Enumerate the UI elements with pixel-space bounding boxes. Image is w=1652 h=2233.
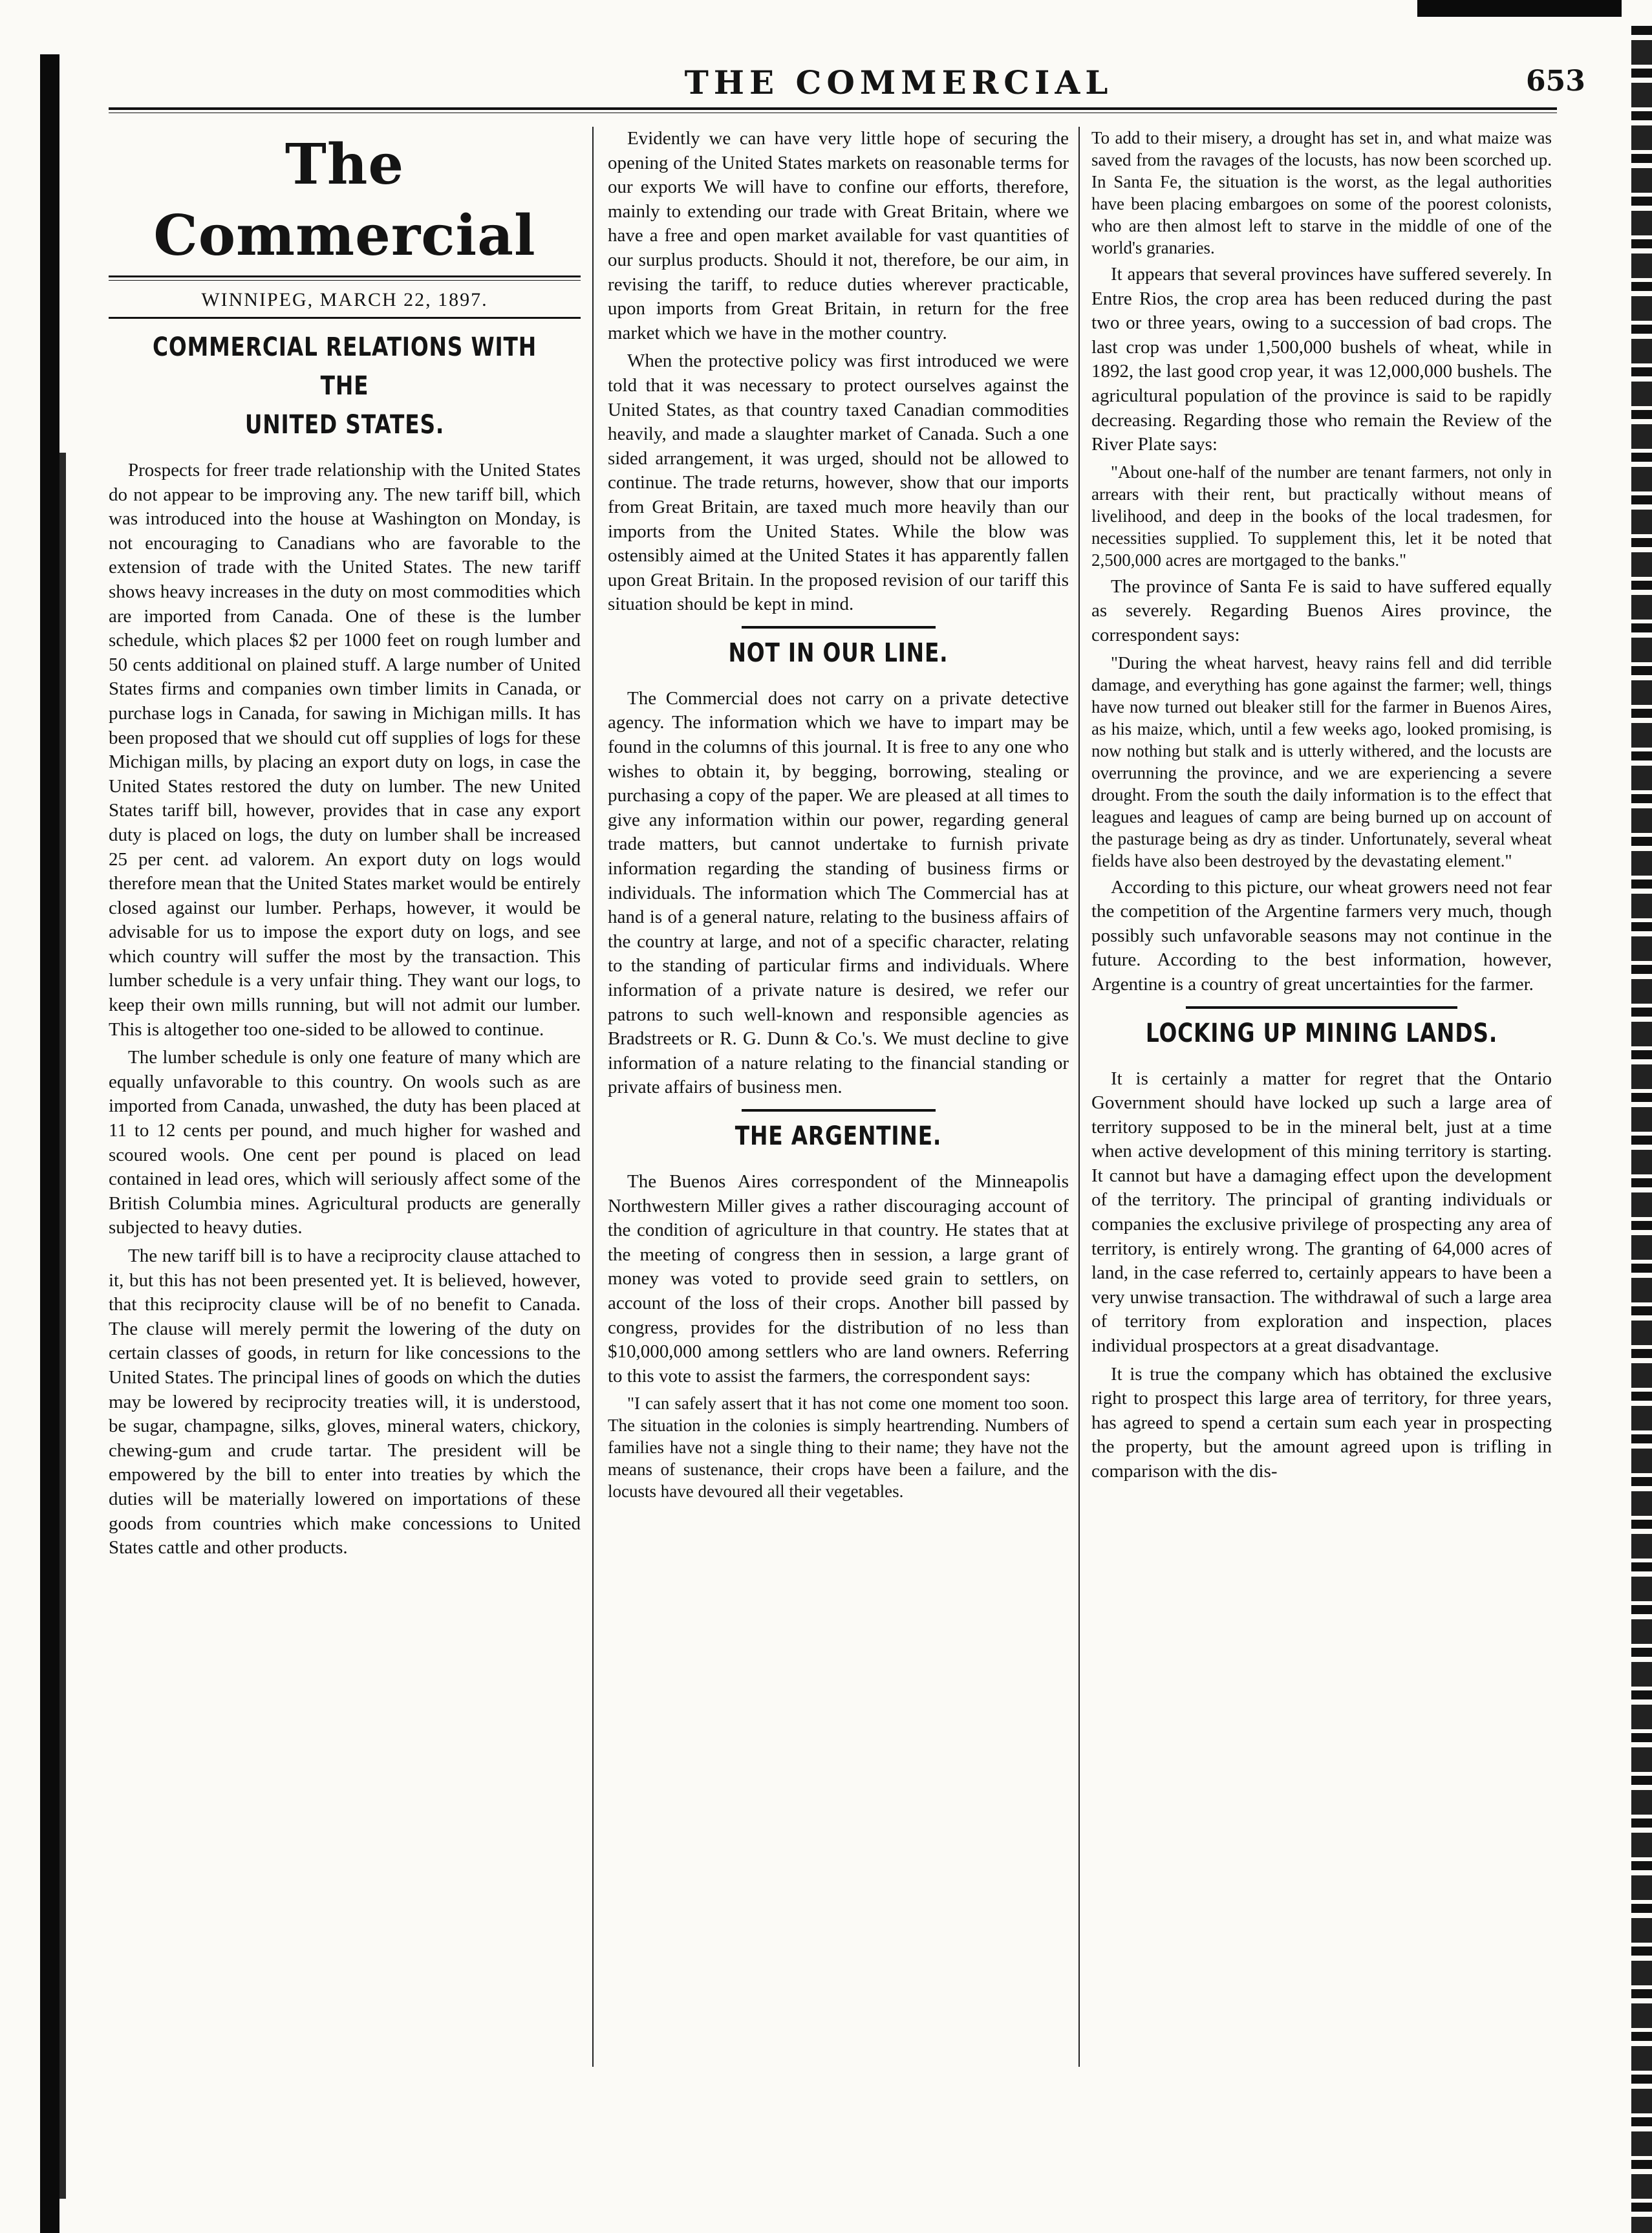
article-paragraph: Prospects for freer trade relationship with the United States do not appear to be improving any. The new tariff bill, which was introduced into the house at Washington on Monday, is not encouraging to Canadians who are favorable to the extension of trade with the United States. The new tariff shows heavy increases in the duty on most commodities which are imported from Canada. One of these is the lumber schedule, which places $2 per 1000 feet on rough lumber and 50 cents additional on plained stuff. A large number of United States firms and companies own timber limits in Canada, or purchase logs in Canada, for sawing in Michigan mills. It has been proposed that we should cut off supplies of logs for these Michigan mills, by placing an export duty on logs, in case the United States restored the duty on lumber. The new United States tariff bill, however, provides that in case any export duty is placed on logs, the duty on lumber shall be increased 25 per cent. ad valorem. An export duty on logs would therefore mean that the United States market would be entirely closed against our lumber. Perhaps, however, it would be advisable for us to impose the export duty on logs, and see which country will suffer the most by the transaction. This lumber schedule is a very unfair thing. They want our logs, to keep their own mills running, but will not admit our lumber. This is altogether too one-sided to be allowed to continue. [109, 460, 581, 1040]
column-divider [1078, 127, 1080, 2067]
article-paragraph: The lumber schedule is only one feature of many which are equally unfavorable to this country. On wools such as are imported from Canada, unwashed, the duty has been placed at 11 to 12 cents per pound, and much higher for washed and scoured wools. One cent per pound is placed on lead contained in lead ores, which will seriously affect some of the British Columbia mines. Agricultural products are generally subjected to heavy duties. [109, 1047, 581, 1238]
section-rule [1186, 1006, 1457, 1009]
masthead-rule [109, 317, 581, 319]
binding-shadow-inner [59, 453, 66, 2199]
page-number: 653 [1526, 65, 1585, 98]
headline-line: COMMERCIAL RELATIONS WITH THE [153, 332, 537, 401]
quoted-passage: "I can safely assert that it has not come one moment too soon. The situation in the colonies is simply heartrending. Numbers of families have not a single thing to their name; they have not the means of sustenance, their crops have been a failure, and the locusts have devoured all their vegetables. [608, 1394, 1069, 1502]
quoted-passage: To add to their misery, a drought has set in, and what maize was saved from the ravages of the locusts, has now been scorched up. In Santa Fe, the situation is the worst, as the legal authorities have been placing embargoes on some of the poorest colonists, who are then almost left to starve in the middle of one of the world's granaries. [1091, 128, 1552, 257]
article-paragraph: It is true the company which has obtained the exclusive right to prospect this large area of territory, for three years, has agreed to spend a certain sum each year in prospecting the property, but the amount agreed upon is trifling in comparison with the dis- [1091, 1363, 1552, 1482]
column-divider [592, 127, 594, 2067]
article-paragraph: Evidently we can have very little hope of securing the opening of the United States markets on reasonable terms for our exports We will have to confine our efforts, therefore, mainly to extending our trade with Great Britain, where we have a free and open market available for vast quantities of our surplus products. Should it not, therefore, be our aim, in revising the tariff, to reduce duties wherever practicable, upon imports from Great Britain, in return for the free market which we have in the mother country. [608, 128, 1069, 343]
column-2 [608, 127, 1069, 1506]
section-rule [742, 626, 936, 629]
masthead-title: The Commercial [153, 132, 536, 268]
headline-line: UNITED STATES. [244, 410, 445, 440]
column-3 [1091, 127, 1552, 1488]
article-headline: THE ARGENTINE. [735, 1121, 942, 1151]
article-paragraph: It appears that several provinces have suffered severely. In Entre Rios, the crop area has been reduced during the past two or three years, owing to a succession of bad crops. The last crop was under 1,500,000 bushels of wheat, while in 1892, the last good crop year, it was 12,000,000 bushels. The agricultural population of the province is said to be rapidly decreasing. Regarding those who remain the Review of the River Plate says: [1091, 264, 1552, 455]
column-1 [109, 127, 581, 1564]
section-rule [742, 1109, 936, 1112]
article-headline: NOT IN OUR LINE. [728, 638, 949, 668]
header-rule [109, 107, 1557, 113]
binding-shadow [40, 54, 59, 2233]
quoted-passage: "About one-half of the number are tenant farmers, not only in arrears with their rent, but practically without means of livelihood, and deep in the books of the local tradesmen, for necessities supplied. To supplement this, let it be noted that 2,500,000 acres are mortgaged to the banks." [1091, 462, 1552, 570]
masthead-rule [109, 275, 581, 281]
scan-right-edge [1631, 26, 1652, 2233]
article-paragraph: The Commercial does not carry on a private detective agency. The information which we have to impart may be found in the columns of this journal. It is free to any one who wishes to obtain it, by begging, borrowing, stealing or purchasing a copy of the paper. We are pleased at all times to give any information within our power, regarding general trade matters, but cannot undertake to furnish private information regarding the standing of business firms or individuals. The information which The Commercial has at hand is of a general nature, relating to the business affairs of the country at large, and not of a specific character, relating to the standing of particular firms and individuals. Where information of a private nature is desired, we refer our patrons to such well-known and responsible agencies as Bradstreets or R. G. Dunn & Co.'s. We must decline to give information of a nature relating to the financial standing or private affairs of business men. [608, 687, 1069, 1098]
quoted-passage: "During the wheat harvest, heavy rains fell and did terrible damage, and everything has gone against the farmer; well, things have now turned out bleaker still for the farmer in Buenos Aires, as his maize, which, until a few weeks ago, looked promising, is now nothing but stalk and is utterly withered, and the locusts are overrunning the province, and we are experiencing a severe drought. From the south the daily information is to the effect that leagues and leagues of camp are being burned up on account of the pasturage being as dry as tinder. Unfortunately, several wheat fields have also been destroyed by the devastating element." [1091, 653, 1552, 870]
article-paragraph: The Buenos Aires correspondent of the Minneapolis Northwestern Miller gives a rather discouraging account of the condition of agriculture in that country. He states that at the meeting of congress then in session, a large grant of money was voted to provide seed grain to settlers, on account of the loss of their crops. Another bill passed by congress, provides for the distribution of no less than $10,000,000 among settlers who are land owners. Referring to this vote to assist the farmers, the correspondent says: [608, 1170, 1069, 1386]
article-paragraph: It is certainly a matter for regret that the Ontario Government should have locked up such a large area of territory supposed to be in the mineral belt, just at a time when active development of this mining territory is starting. It cannot but have a damaging effect upon the development of the territory. The principal of granting individuals or companies the exclusive privilege of prospecting any area of territory, is entirely wrong. The granting of 64,000 acres of land, in the case referred to, certainly appears to have been a very unwise transaction. The withdrawal of such a large area of territory from exploration and inspection, places individual prospectors at a great disadvantage. [1091, 1068, 1552, 1357]
article-paragraph: The new tariff bill is to have a reciprocity clause attached to it, but this has not been presented yet. It is believed, however, that this reciprocity clause will be of no benefit to Canada. The clause will merely permit the lowering of the duty on certain classes of goods, in return for like concessions to the United States. The principal lines of goods on which the duties may be lowered by reciprocity treaties will, it is understood, be sugar, champagne, silks, gloves, mineral waters, chickory, chewing-gum and crude tartar. The president will be empowered by the bill to enter into treaties by which the duties will be materially lowered on importations of these goods from countries which make concessions to United States cattle and other products. [109, 1246, 581, 1559]
running-head-title: THE COMMERCIAL [684, 63, 1113, 102]
dateline: WINNIPEG, MARCH 22, 1897. [201, 289, 488, 310]
article-paragraph: According to this picture, our wheat growers need not fear the competition of the Argentine farmers very much, though possibly such unfavorable seasons may not continue in the future. According to the best information, however, Argentine is a country of great uncertainties for the farmer. [1091, 876, 1552, 995]
article-headline [151, 328, 539, 444]
article-paragraph: The province of Santa Fe is said to have suffered equally as severely. Regarding Buenos Aires province, the correspondent says: [1091, 576, 1552, 645]
scan-top-bar [1417, 0, 1622, 17]
article-paragraph: When the protective policy was first introduced we were told that it was necessary to protect ourselves against the United States, as that country taxed Canadian commodities heavily, and made a slaughter market of Canada. Such a one sided arrangement, it was urged, should not be allowed to continue. The trade returns, however, show that our imports from Great Britain, are taxed much more heavily than our imports from the United States. While the blow was ostensibly aimed at the United States it has apparently fallen upon Great Britain. In the proposed revision of our tariff this situation should be kept in mind. [608, 351, 1069, 615]
article-headline: LOCKING UP MINING LANDS. [1145, 1018, 1498, 1048]
